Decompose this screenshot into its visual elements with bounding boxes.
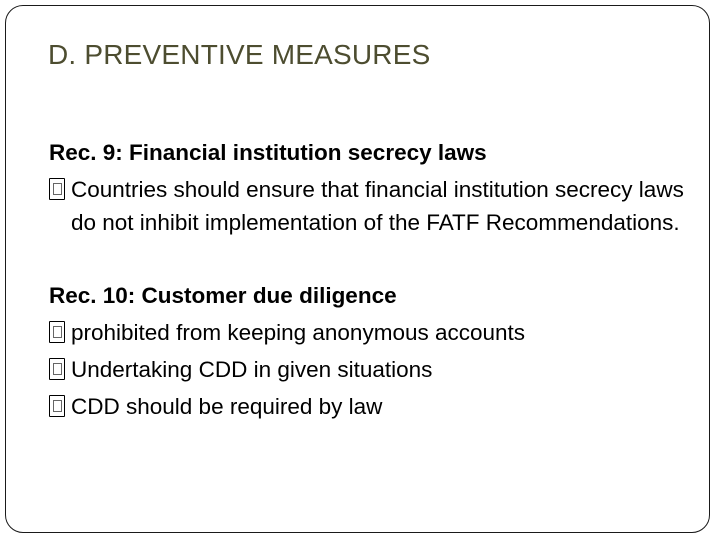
rec-9-heading: Rec. 9: Financial institution secrecy laws <box>49 140 487 165</box>
box-bullet-icon <box>49 395 65 417</box>
slide <box>5 5 710 533</box>
rec-10-bullet-text: Undertaking CDD in given situations <box>71 357 433 382</box>
box-bullet-icon <box>49 321 65 343</box>
list-item <box>49 388 689 425</box>
box-bullet-icon <box>49 358 65 380</box>
rec-10-bullet-text: prohibited from keeping anonymous accounts <box>71 320 526 345</box>
list-item <box>49 171 689 239</box>
rec-10-heading: Rec. 10: Customer due diligence <box>49 283 397 308</box>
slide-content <box>49 134 689 425</box>
slide-title: D. PREVENTIVE MEASURES <box>48 39 431 70</box>
list-item <box>49 314 689 351</box>
box-bullet-icon <box>49 178 65 200</box>
rec-9-bullet-text: Countries should ensure that financial institution secrecy laws do not inhibit implementation of the FATF Recommendations. <box>71 177 684 235</box>
rec-10-bullet-text: CDD should be required by law <box>71 394 383 419</box>
list-item <box>49 351 689 388</box>
section-spacer <box>49 239 689 277</box>
